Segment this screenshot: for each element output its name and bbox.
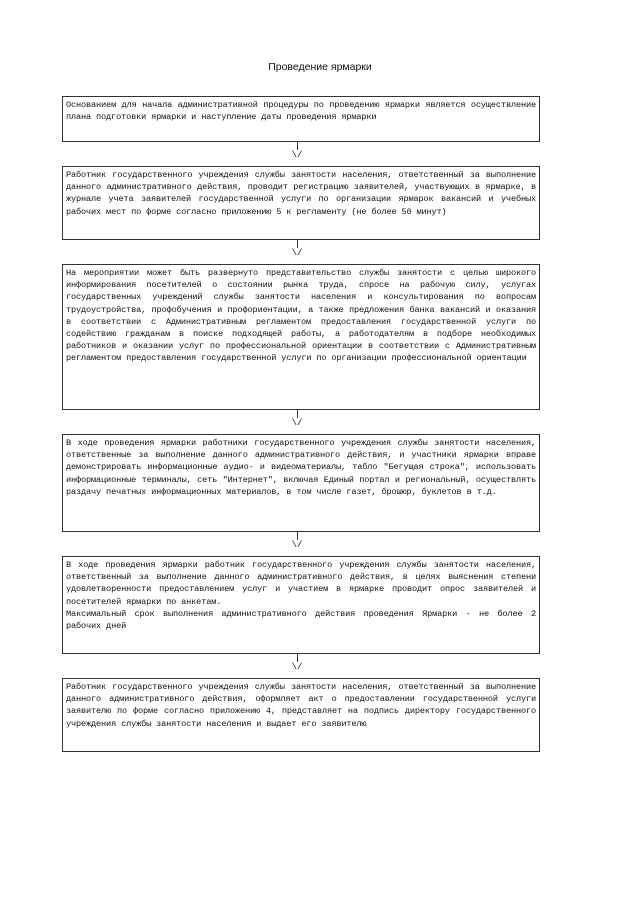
flow-arrow-3 <box>282 410 312 432</box>
step-box-5 <box>62 556 540 654</box>
step-text: Работник государственного учреждения службы занятости населения, ответственный за выполнение данного административного действия, оформляет акт о предоставлении государственной услуги заявителю по форме согласно приложению 4, представляет на подпись директору государственного учреждения службы занятости населения и выдает его заявителю <box>66 682 536 729</box>
arrow-glyph: \/ <box>291 248 303 258</box>
step-box-4 <box>62 434 540 532</box>
step-box-2 <box>62 166 540 240</box>
flow-arrow-2 <box>282 240 312 262</box>
flow-arrow-5 <box>282 654 312 676</box>
step-box-3 <box>62 264 540 410</box>
step-text: В ходе проведения ярмарки работник государственного учреждения службы занятости населения, ответственный за выполнение данного административного действия, в целях выяснения степени удовлетворенности предоставлением услуг и участием в ярмарке проводит опрос заявителей и посетителей ярмарки по анкетам. <box>66 560 536 607</box>
arrow-glyph: \/ <box>291 662 303 672</box>
arrow-glyph: \/ <box>291 540 303 550</box>
step-text: Основанием для начала административной процедуры по проведению ярмарки является осуществление плана подготовки ярмарки и наступление даты проведения ярмарки <box>66 100 536 123</box>
arrow-glyph: \/ <box>291 418 303 428</box>
step-deadline-text: Максимальный срок выполнения административного действия проведения Ярмарки - не более 2 рабочих дней <box>66 608 536 632</box>
step-text: Работник государственного учреждения службы занятости населения, ответственный за выполнение данного административного действия, проводит регистрацию заявителей, участвующих в ярмарке, в журнале учета заявителей государственной услуги по организации ярмарок вакансий и учебных рабочих мест по форме согласно приложению 5 к регламенту (не более 50 минут) <box>66 170 536 217</box>
flow-arrow-1 <box>282 142 312 164</box>
page-title: Проведение ярмарки <box>268 61 372 73</box>
step-text: На мероприятии может быть развернуто представительство службы занятости с целью широкого информирования посетителей о состоянии рынка труда, спросе на рабочую силу, услугах государственных учреждений службы занятости населения и консультирования по вопросам трудоустройства, профобучения и профориентации, а также предложения банка вакансий и оказания в соответствии с Административным регламентом предоставления государственной услуги по содействию гражданам в поиске подходящей работы, а работодателям в подборе необходимых работников и оказании услуг по профессиональной ориентации в соответствии с Административным регламентом предоставления государственной услуги по организации профессиональной ориентации <box>66 268 536 364</box>
flow-arrow-4 <box>282 532 312 554</box>
step-text: В ходе проведения ярмарки работники государственного учреждения службы занятости населения, ответственные за выполнение данного административного действия, и участники ярмарки вправе демонстрировать информационные аудио- и видеоматериалы, табло "Бегущая строка", использовать информационные терминалы, сеть "Интернет", включая Единый портал и региональный, осуществлять раздачу печатных информационных материалов, в том числе газет, брошюр, буклетов в т.д. <box>66 438 536 497</box>
step-box-1 <box>62 96 540 142</box>
arrow-glyph: \/ <box>291 150 303 160</box>
step-box-6 <box>62 678 540 752</box>
